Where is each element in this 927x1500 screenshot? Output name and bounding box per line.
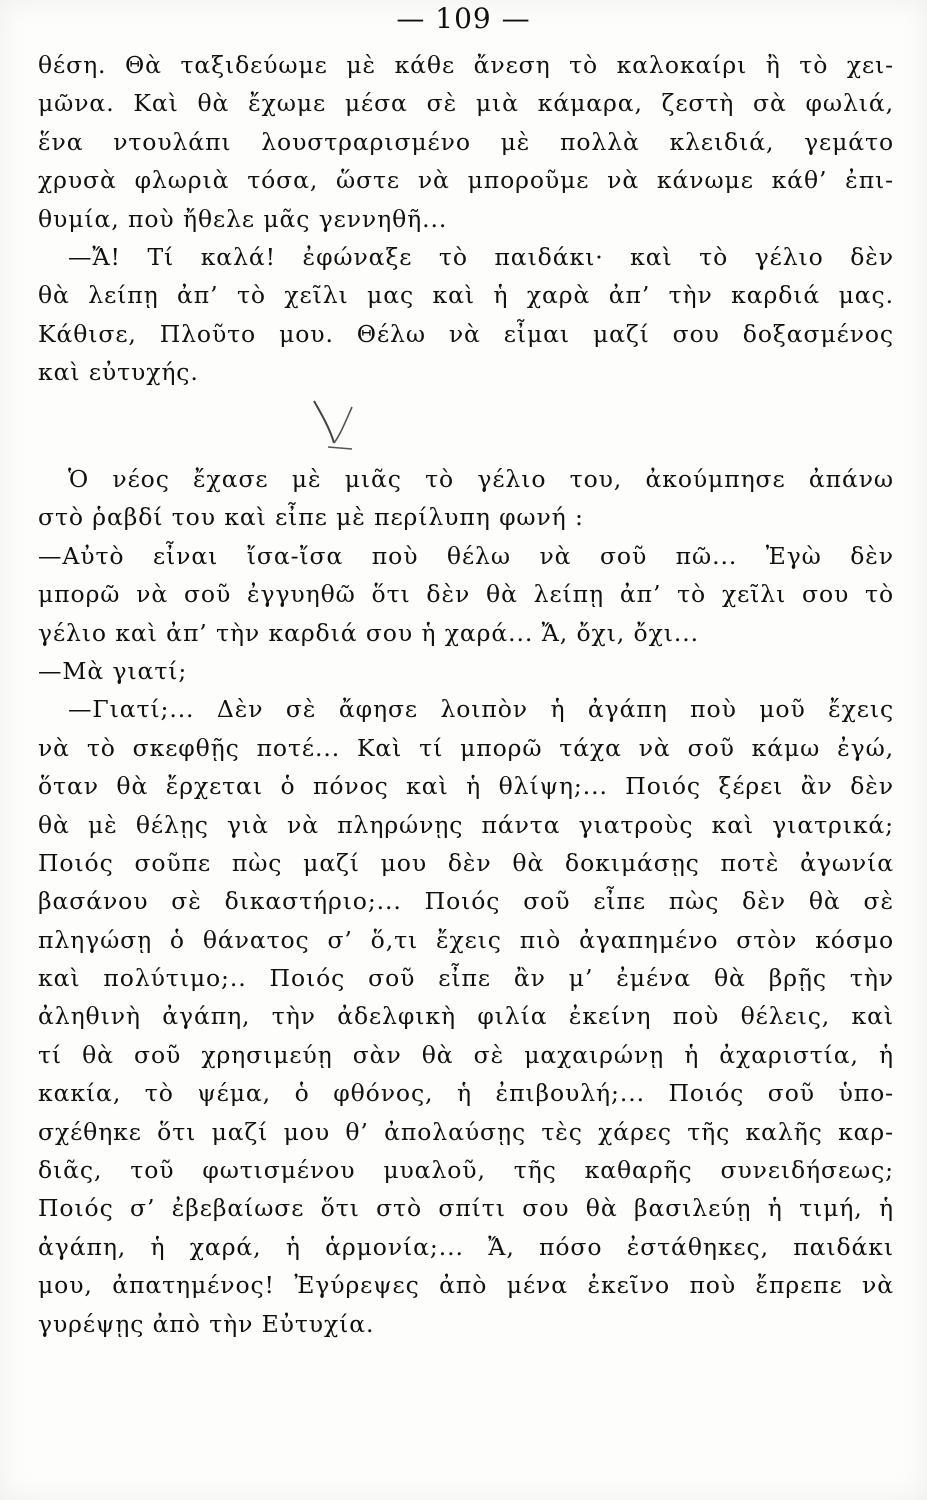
text-line: —Γιατί;... Δὲν σὲ ἄφησε λοιπὸν ἡ ἀγάπη ποὺ μοῦ ἔχεις xyxy=(68,695,894,724)
text-line: καὶ εὐτυχής. xyxy=(38,358,199,387)
text-line: γυρέψῃς ἀπὸ τὴν Εὐτυχία. xyxy=(38,1309,375,1338)
text-line: θέση. Θὰ ταξιδεύωμε μὲ κάθε ἄνεση τὸ καλοκαίρι ἢ τὸ χει- xyxy=(38,51,894,79)
text-line: Ποιός σ’ ἐβεβαίωσε ὅτι στὸ σπίτι σου θὰ βασιλεύῃ ἡ τιμή, ἡ xyxy=(38,1194,894,1223)
text-line: θὰ λείπῃ ἀπ’ τὸ χεῖλι μας καὶ ἡ χαρὰ ἀπ’ τὴν καρδιά μας. xyxy=(38,281,894,310)
text-line: διᾶς, τοῦ φωτισμένου μυαλοῦ, τῆς καθαρῆς συνειδήσεως; xyxy=(38,1156,894,1185)
text-line: Ποιός σοῦπε πὼς μαζί μου δὲν θὰ δοκιμάσῃς ποτὲ ἀγωνία xyxy=(38,848,894,877)
text-line: ἀγάπη, ἡ χαρά, ἡ ἁρμονία;... Ἄ, πόσο ἐστάθηκες, παιδάκι xyxy=(38,1232,894,1261)
text-line: σχέθηκε ὅτι μαζί μου θ’ ἀπολαύσῃς τὲς χάρες τῆς καλῆς καρ- xyxy=(38,1117,894,1146)
text-line: κακία, τὸ ψέμα, ὁ φθόνος, ἡ ἐπιβουλή;... Ποιός σοῦ ὑπο- xyxy=(38,1079,894,1108)
text-line: μῶνα. Καὶ θὰ ἔχωμε μέσα σὲ μιὰ κάμαρα, ζεστὴ σὰ φωλιά, xyxy=(38,89,894,118)
page-number: — 109 — xyxy=(396,2,531,35)
text-line: μου, ἀπατημένος! Ἐγύρεψες ἀπὸ μένα ἐκεῖνο ποὺ ἔπρεπε νὰ xyxy=(38,1271,894,1300)
text-line: γέλιο καὶ ἀπ’ τὴν καρδιά σου ἡ χαρά... Ἄ, ὄχι, ὄχι... xyxy=(38,618,699,647)
paragraph-block-1 xyxy=(38,46,894,392)
pen-check-mark xyxy=(300,395,380,455)
text-line: τί θὰ σοῦ χρησιμεύῃ σὰν θὰ σὲ μαχαιρώνῃ ἡ ἀχαριστία, ἡ xyxy=(38,1040,894,1069)
text-line: καὶ πολύτιμο;.. Ποιός σοῦ εἶπε ἂν μ’ ἐμένα θὰ βρῇς τὴν xyxy=(38,964,894,993)
text-line: ἕνα ντουλάπι λουστραρισμένο μὲ πολλὰ κλειδιά, γεμάτο xyxy=(38,127,894,156)
text-line: θὰ μὲ θέλῃς γιὰ νὰ πληρώνῃς πάντα γιατροὺς καὶ γιατρικά; xyxy=(38,810,894,839)
text-line: μπορῶ νὰ σοῦ ἐγγυηθῶ ὅτι δὲν θὰ λείπῃ ἀπ’ τὸ χεῖλι σου τὸ xyxy=(38,580,894,609)
text-line: —Μὰ γιατί; xyxy=(38,656,188,685)
text-line: πληγώσῃ ὁ θάνατος σ’ ὅ,τι ἔχεις πιὸ ἀγαπημένο στὸν κόσμο xyxy=(38,925,894,954)
text-line: —Αὐτὸ εἶναι ἴσα-ἴσα ποὺ θέλω νὰ σοῦ πῶ... Ἐγὼ δὲν xyxy=(38,541,894,570)
text-line: βασάνου σὲ δικαστήριο;... Ποιός σοῦ εἶπε πὼς δὲν θὰ σὲ xyxy=(38,887,894,916)
text-line: Ὁ νέος ἔχασε μὲ μιᾶς τὸ γέλιο του, ἀκούμπησε ἀπάνω xyxy=(68,465,894,493)
text-line: ὅταν θὰ ἔρχεται ὁ πόνος καὶ ἡ θλίψη;... Ποιός ξέρει ἂν δὲν xyxy=(38,772,894,801)
text-line: χρυσὰ φλωριὰ τόσα, ὥστε νὰ μποροῦμε νὰ κάνωμε κάθ’ ἐπι- xyxy=(38,166,894,195)
paragraph-block-2 xyxy=(38,460,894,1343)
text-line: νὰ τὸ σκεφθῇς ποτέ... Καὶ τί μπορῶ τάχα νὰ σοῦ κάμω ἐγώ, xyxy=(38,733,894,762)
text-line: —Ἄ! Τί καλά! ἐφώναξε τὸ παιδάκι· καὶ τὸ γέλιο δὲν xyxy=(68,242,894,271)
text-line: Κάθισε, Πλοῦτο μου. Θέλω νὰ εἶμαι μαζί σου δοξασμένος xyxy=(38,319,894,348)
text-line: θυμία, ποὺ ἤθελε μᾶς γεννηθῆ... xyxy=(38,204,448,233)
text-line: στὸ ῥαβδί του καὶ εἶπε μὲ περίλυπη φωνή : xyxy=(38,503,584,532)
text-line: ἀληθινὴ ἀγάπη, τὴν ἀδελφικὴ φιλία ἐκείνη ποὺ θέλεις, καὶ xyxy=(38,1002,894,1031)
